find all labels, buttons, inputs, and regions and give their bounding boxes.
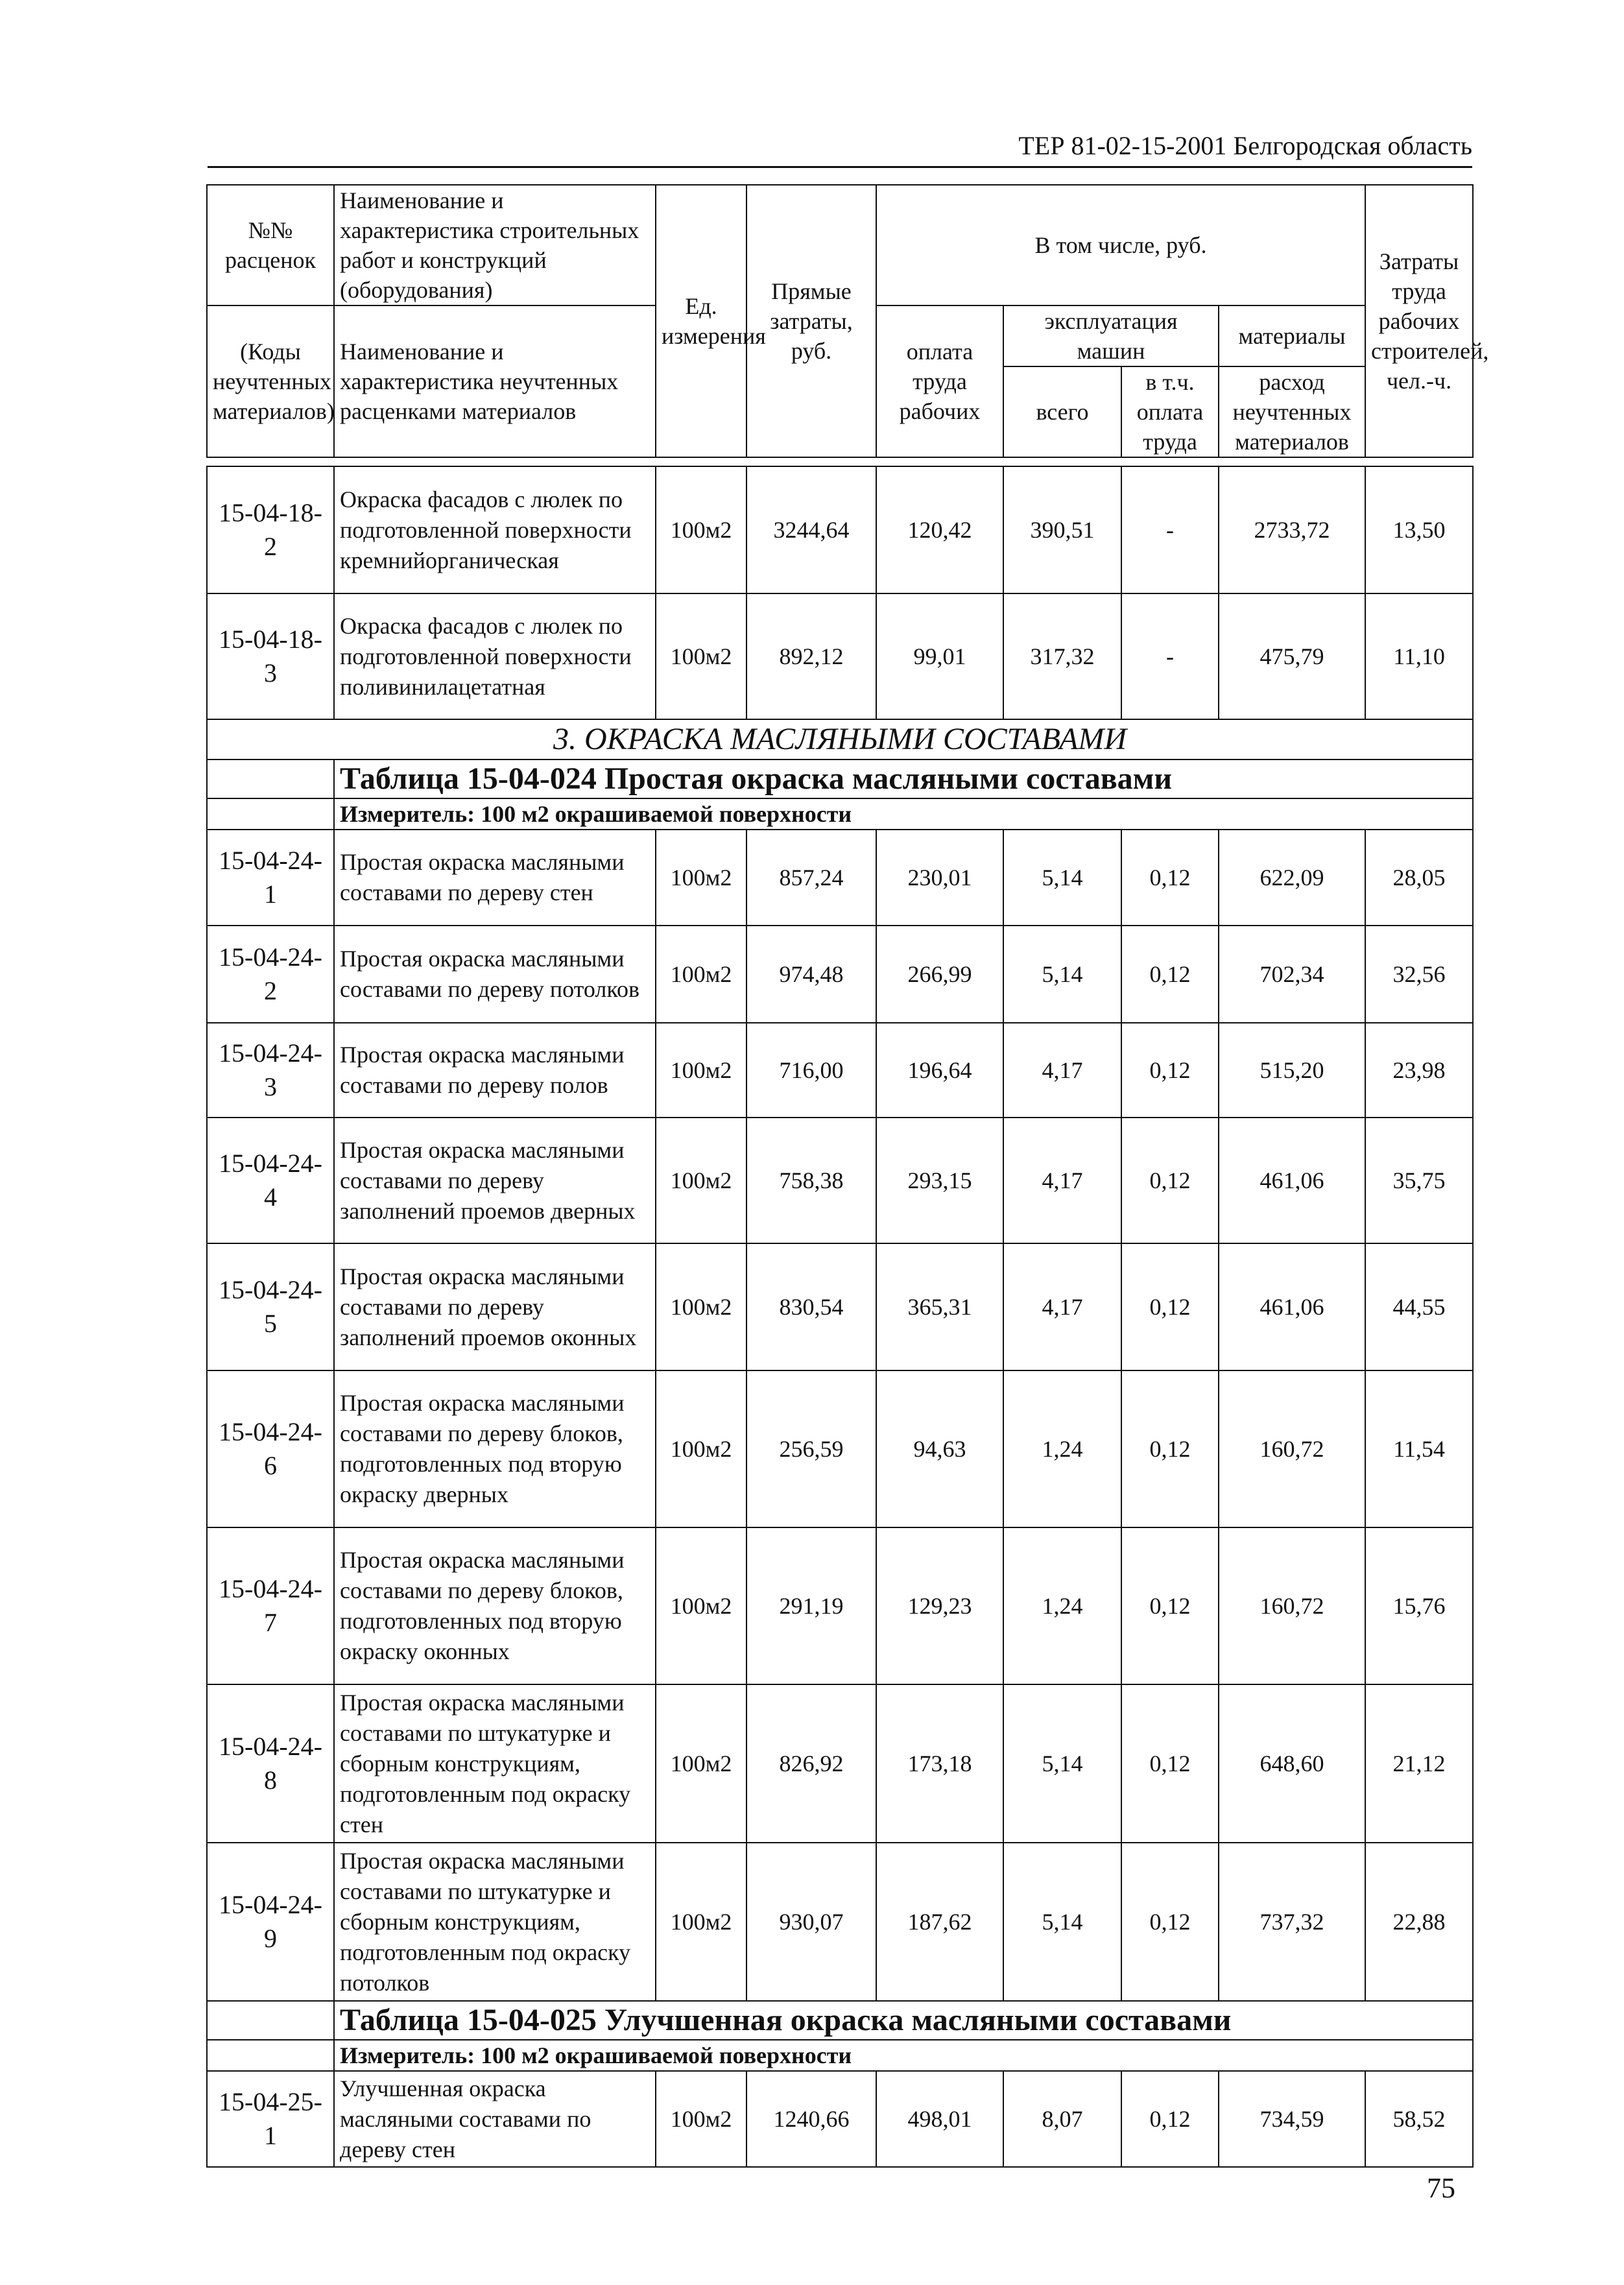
cell-machine-pay: 0,12: [1121, 1023, 1219, 1118]
cell-unit: 100м2: [656, 1843, 746, 2001]
col-mach-pay: в т.ч. оплата труда: [1121, 366, 1219, 457]
cell-code: 15-04-24-6: [207, 1370, 334, 1527]
cell-unit: 100м2: [656, 830, 746, 926]
table-row: [207, 1527, 1473, 1684]
cell-materials-cost: 475,79: [1219, 593, 1365, 719]
cell-name: Простая окраска масляными составами по дереву полов: [334, 1023, 656, 1118]
cell-code: 15-04-24-7: [207, 1527, 334, 1684]
cell-unit: 100м2: [656, 1023, 746, 1118]
cell-materials-cost: 737,32: [1219, 1843, 1365, 2001]
cell-direct-cost: 830,54: [746, 1243, 876, 1370]
cell-labor-hours: 32,56: [1365, 926, 1473, 1023]
col-code-bottom: (Коды неучтенных материалов): [207, 305, 334, 457]
cell-machine-cost: 8,07: [1003, 2071, 1121, 2167]
cell-labor-pay: 266,99: [876, 926, 1003, 1023]
cell-machine-cost: 1,24: [1003, 1527, 1121, 1684]
cell-machine-cost: 5,14: [1003, 1684, 1121, 1843]
col-machines: эксплуатация машин: [1003, 305, 1219, 366]
cell-name: Простая окраска масляными составами по дереву заполнений проемов дверных: [334, 1118, 656, 1243]
cell-direct-cost: 892,12: [746, 593, 876, 719]
cell-labor-hours: 23,98: [1365, 1023, 1473, 1118]
cell-direct-cost: 857,24: [746, 830, 876, 926]
table-row: [207, 926, 1473, 1023]
table-row: [207, 466, 1473, 593]
cell-name: Простая окраска масляными составами по дереву стен: [334, 830, 656, 926]
cell-name: Простая окраска масляными составами по штукатурке и сборным конструкциям, подготовленным под окраску стен: [334, 1684, 656, 1843]
col-direct: Прямые затраты, руб.: [746, 185, 876, 457]
cell-machine-pay: 0,12: [1121, 1527, 1219, 1684]
cell-labor-pay: 173,18: [876, 1684, 1003, 1843]
cell-machine-cost: 1,24: [1003, 1370, 1121, 1527]
cell-name: Окраска фасадов с люлек по подготовленной поверхности кремнийорганическая: [334, 466, 656, 593]
cell-machine-cost: 5,14: [1003, 926, 1121, 1023]
cell-materials-cost: 461,06: [1219, 1243, 1365, 1370]
cell-machine-pay: 0,12: [1121, 1370, 1219, 1527]
col-materials: материалы: [1219, 305, 1365, 366]
cell-name: Окраска фасадов с люлек по подготовленной поверхности поливинилацетатная: [334, 593, 656, 719]
cell-code: 15-04-18-2: [207, 466, 334, 593]
col-pay: оплата труда рабочих: [876, 305, 1003, 457]
cell-machine-pay: 0,12: [1121, 1118, 1219, 1243]
table24-measure-row: [207, 798, 1473, 830]
cell-labor-hours: 21,12: [1365, 1684, 1473, 1843]
cell-labor-hours: 11,10: [1365, 593, 1473, 719]
cell-name: Простая окраска масляными составами по штукатурке и сборным конструкциям, подготовленным под окраску потолков: [334, 1843, 656, 2001]
page-header: [208, 125, 1472, 168]
cell-machine-cost: 390,51: [1003, 466, 1121, 593]
cell-name: Простая окраска масляными составами по дереву заполнений проемов оконных: [334, 1243, 656, 1370]
document-title: ТЕР 81-02-15-2001 Белгородская область: [1018, 131, 1472, 160]
cell-code: 15-04-24-4: [207, 1118, 334, 1243]
table-row: [207, 1243, 1473, 1370]
cell-labor-pay: 129,23: [876, 1527, 1003, 1684]
cell-code: 15-04-24-9: [207, 1843, 334, 2001]
cell-direct-cost: 291,19: [746, 1527, 876, 1684]
col-name-bottom: Наименование и характеристика неучтенных расценками материалов: [334, 305, 656, 457]
cell-materials-cost: 461,06: [1219, 1118, 1365, 1243]
col-unaccounted: расход неучтенных материалов: [1219, 366, 1365, 457]
cell-labor-pay: 187,62: [876, 1843, 1003, 2001]
col-unit: Ед. измерения: [656, 185, 746, 457]
cell-direct-cost: 826,92: [746, 1684, 876, 1843]
cell-labor-hours: 13,50: [1365, 466, 1473, 593]
cell-code: 15-04-24-5: [207, 1243, 334, 1370]
cell-machine-pay: 0,12: [1121, 1243, 1219, 1370]
page-number: 75: [1427, 2172, 1455, 2204]
section-row: [207, 719, 1473, 760]
cell-labor-pay: 365,31: [876, 1243, 1003, 1370]
cell-code: 15-04-24-2: [207, 926, 334, 1023]
cell-unit: 100м2: [656, 1527, 746, 1684]
cell-labor-pay: 94,63: [876, 1370, 1003, 1527]
cell-unit: 100м2: [656, 926, 746, 1023]
cell-labor-pay: 293,15: [876, 1118, 1003, 1243]
cell-unit: 100м2: [656, 2071, 746, 2167]
cell-name: Простая окраска масляными составами по дереву блоков, подготовленных под вторую окраску оконных: [334, 1527, 656, 1684]
cell-machine-pay: -: [1121, 593, 1219, 719]
col-name: Наименование и характеристика строительных работ и конструкций (оборудования): [334, 185, 656, 305]
table25-title: Таблица 15-04-025 Улучшенная окраска масляными составами: [334, 2001, 1473, 2040]
cell-machine-cost: 4,17: [1003, 1023, 1121, 1118]
cell-materials-cost: 160,72: [1219, 1370, 1365, 1527]
cell-labor-hours: 58,52: [1365, 2071, 1473, 2167]
cell-unit: 100м2: [656, 1243, 746, 1370]
cell-code: 15-04-24-1: [207, 830, 334, 926]
cell-machine-cost: 4,17: [1003, 1118, 1121, 1243]
cell-unit: 100м2: [656, 1118, 746, 1243]
cell-materials-cost: 734,59: [1219, 2071, 1365, 2167]
cell-machine-pay: 0,12: [1121, 1843, 1219, 2001]
cell-direct-cost: 1240,66: [746, 2071, 876, 2167]
cell-name: Улучшенная окраска масляными составами по дереву стен: [334, 2071, 656, 2167]
table24-title: Таблица 15-04-024 Простая окраска масляными составами: [334, 760, 1473, 798]
cell-labor-hours: 28,05: [1365, 830, 1473, 926]
table-row: [207, 1118, 1473, 1243]
cell-code: 15-04-18-3: [207, 593, 334, 719]
table-row: [207, 1370, 1473, 1527]
cell-direct-cost: 3244,64: [746, 466, 876, 593]
cell-name: Простая окраска масляными составами по дереву блоков, подготовленных под вторую окраску дверных: [334, 1370, 656, 1527]
cell-labor-pay: 498,01: [876, 2071, 1003, 2167]
col-mach-total: всего: [1003, 366, 1121, 457]
table-row: [207, 2071, 1473, 2167]
table-row: [207, 1684, 1473, 1843]
cell-direct-cost: 974,48: [746, 926, 876, 1023]
rates-table: [206, 184, 1489, 2168]
cell-materials-cost: 515,20: [1219, 1023, 1365, 1118]
cell-machine-cost: 4,17: [1003, 1243, 1121, 1370]
header-row-1: [207, 185, 1473, 305]
table-row: [207, 830, 1473, 926]
cell-unit: 100м2: [656, 1684, 746, 1843]
cell-materials-cost: 622,09: [1219, 830, 1365, 926]
cell-labor-hours: 11,54: [1365, 1370, 1473, 1527]
cell-unit: 100м2: [656, 1370, 746, 1527]
cell-machine-cost: 317,32: [1003, 593, 1121, 719]
table24-title-row: [207, 760, 1473, 798]
cell-labor-pay: 120,42: [876, 466, 1003, 593]
table25-title-row: [207, 2001, 1473, 2040]
table24-measure: Измеритель: 100 м2 окрашиваемой поверхности: [334, 798, 1473, 830]
cell-machine-pay: 0,12: [1121, 2071, 1219, 2167]
cell-code: 15-04-24-3: [207, 1023, 334, 1118]
col-labor: Затраты труда рабочих строителей, чел.-ч.: [1365, 185, 1473, 457]
cell-machine-pay: 0,12: [1121, 1684, 1219, 1843]
cell-labor-pay: 230,01: [876, 830, 1003, 926]
cell-machine-pay: 0,12: [1121, 926, 1219, 1023]
cell-code: 15-04-24-8: [207, 1684, 334, 1843]
cell-labor-hours: 15,76: [1365, 1527, 1473, 1684]
cell-machine-cost: 5,14: [1003, 830, 1121, 926]
table-row: [207, 593, 1473, 719]
cell-labor-hours: 35,75: [1365, 1118, 1473, 1243]
cell-direct-cost: 758,38: [746, 1118, 876, 1243]
cell-direct-cost: 930,07: [746, 1843, 876, 2001]
cell-materials-cost: 160,72: [1219, 1527, 1365, 1684]
cell-code: 15-04-25-1: [207, 2071, 334, 2167]
cell-unit: 100м2: [656, 593, 746, 719]
cell-unit: 100м2: [656, 466, 746, 593]
table25-measure-row: [207, 2040, 1473, 2071]
cell-machine-pay: -: [1121, 466, 1219, 593]
section-title: 3. ОКРАСКА МАСЛЯНЫМИ СОСТАВАМИ: [207, 719, 1473, 760]
cell-direct-cost: 256,59: [746, 1370, 876, 1527]
table-row: [207, 1843, 1473, 2001]
cell-machine-pay: 0,12: [1121, 830, 1219, 926]
cell-direct-cost: 716,00: [746, 1023, 876, 1118]
cell-materials-cost: 2733,72: [1219, 466, 1365, 593]
cell-labor-pay: 99,01: [876, 593, 1003, 719]
table25-measure: Измеритель: 100 м2 окрашиваемой поверхности: [334, 2040, 1473, 2071]
cell-machine-cost: 5,14: [1003, 1843, 1121, 2001]
cell-labor-hours: 22,88: [1365, 1843, 1473, 2001]
cell-materials-cost: 702,34: [1219, 926, 1365, 1023]
col-code: №№ расценок: [207, 185, 334, 305]
cell-labor-pay: 196,64: [876, 1023, 1003, 1118]
cell-labor-hours: 44,55: [1365, 1243, 1473, 1370]
cell-materials-cost: 648,60: [1219, 1684, 1365, 1843]
cell-name: Простая окраска масляными составами по дереву потолков: [334, 926, 656, 1023]
col-incl: В том числе, руб.: [876, 185, 1365, 305]
table-row: [207, 1023, 1473, 1118]
separator-row: [207, 457, 1473, 466]
